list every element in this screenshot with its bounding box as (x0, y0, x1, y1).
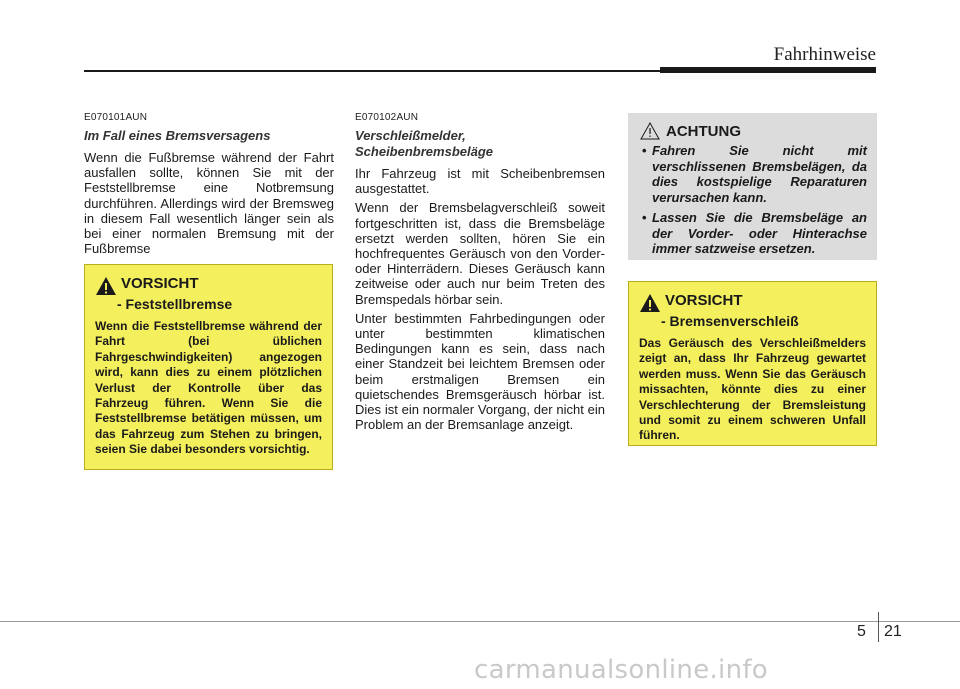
notice-box-achtung (628, 113, 877, 260)
notice-title: ACHTUNG (666, 122, 741, 140)
chapter-number: 5 (857, 623, 866, 640)
footer-rule (0, 621, 960, 622)
body-paragraph: Ihr Fahrzeug ist mit Scheibenbremsen ausgestattet. (355, 166, 605, 197)
header-rule-thin (84, 70, 660, 72)
caution-body: Das Geräusch des Verschleißmelders zeigt an, dass Ihr Fahrzeug gewartet werden muss. Wenn Sie das Geräusch missachten, könnte dies zu einer Verschlechterung der Bremsleistung und somit zu einem schweren Unfall führen. (639, 336, 866, 443)
middle-column (355, 112, 605, 436)
notice-heading (640, 122, 867, 140)
caution-box-parking-brake (84, 264, 333, 470)
caution-subtitle: - Feststellbremse (117, 296, 233, 312)
subheading-line-2: Scheibenbremsbeläge (355, 144, 493, 159)
section-subheading: Im Fall eines Bremsversagens (84, 128, 271, 143)
section-code: E070101AUN (84, 112, 148, 123)
page-number-divider (878, 612, 879, 642)
list-item: • Lassen Sie die Bremsbeläge an der Vorder- oder Hinterachse immer satzweise ersetzen. (638, 210, 867, 257)
left-column (84, 112, 334, 260)
body-paragraph: Wenn der Bremsbelagverschleiß soweit fortgeschritten ist, dass die Bremsbeläge ersetzt werden sollten, hören Sie ein hochfrequentes Geräusch von den Vorder- oder Hinterrädern. Dieses Geräusch kann zeitweise oder auch nur beim Treten des Bremspedals hörbar sein. (355, 200, 605, 307)
caution-heading (95, 275, 322, 296)
notice-list (638, 143, 867, 257)
header-rule-thick (660, 67, 876, 73)
warning-triangle-outline-icon (640, 122, 660, 140)
caution-title: VORSICHT (665, 292, 743, 309)
subheading-line-1: Verschleißmelder, (355, 128, 466, 143)
section-subheading (355, 128, 605, 160)
section-code: E070102AUN (355, 112, 419, 123)
caution-title: VORSICHT (121, 275, 199, 292)
caution-heading (639, 292, 866, 313)
warning-triangle-icon (95, 276, 117, 296)
page-number: 21 (884, 623, 902, 640)
caution-subtitle: - Bremsenverschleiß (661, 313, 799, 329)
list-item: • Fahren Sie nicht mit verschlissenen Bremsbelägen, da dies kostspielige Reparaturen verursachen kann. (638, 143, 867, 205)
body-paragraph: Wenn die Fußbremse während der Fahrt ausfallen sollte, können Sie mit der Feststellbremse eine Notbremsung durchführen. Allerdings wird der Bremsweg in diesem Fall wesentlich länger sein als bei einer normalen Bremsung mit der Fußbremse (84, 150, 334, 257)
warning-triangle-icon (639, 293, 661, 313)
page-header-title: Fahrhinweise (773, 44, 876, 65)
body-paragraph: Unter bestimmten Fahrbedingungen oder unter bestimmten klimatischen Bedingungen kann es sein, dass nach einer Standzeit bei leichtem Bremsen oder beim erstmaligen Bremsen ein quietschendes Bremsgeräusch hörbar ist. Dies ist ein normaler Vorgang, der nicht ein Problem an der Bremsanlage anzeigt. (355, 310, 605, 433)
caution-body: Wenn die Feststellbremse während der Fahrt (bei üblichen Fahrgeschwindigkeiten) angezogen wird, kann dies zu einem plötzlichen Verlust der Kontrolle über das Fahrzeug führen. Wenn Sie die Feststellbremse betätigen müssen, um das Fahrzeug zum Stehen zu bringen, seien Sie dabei besonders vorsichtig. (95, 319, 322, 457)
watermark: carmanualsonline.info (474, 655, 769, 685)
caution-box-brake-wear (628, 281, 877, 446)
